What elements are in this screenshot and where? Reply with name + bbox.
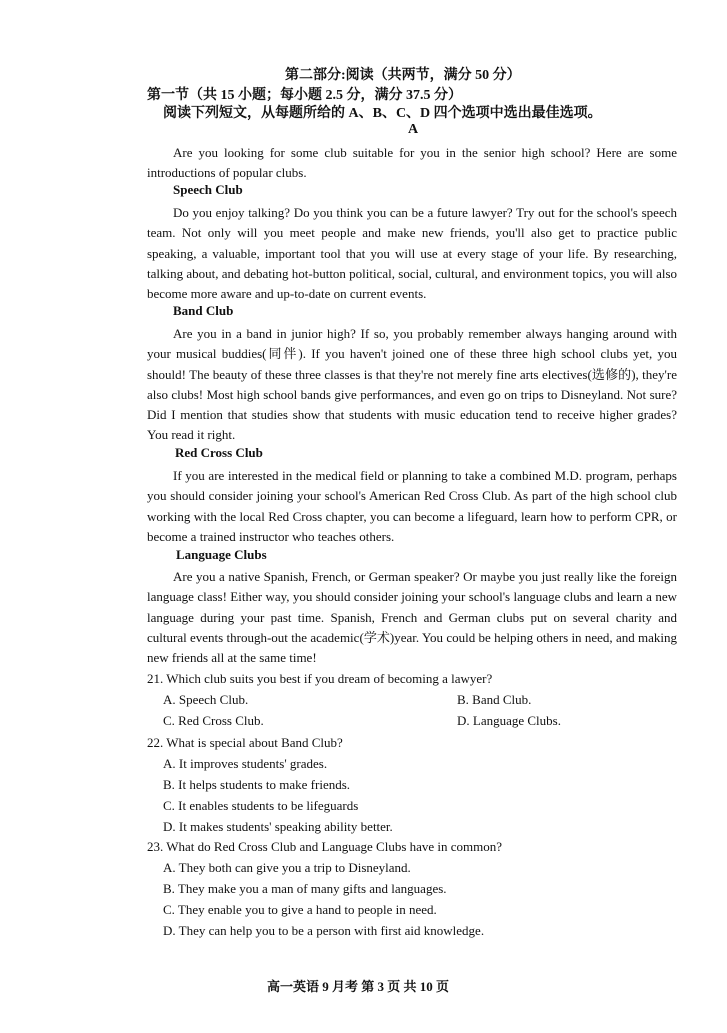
club-text-redcross: If you are interested in the medical field or planning to take a combined M.D. program, perhaps you should consider joining your school's American Red Cross Club. As part of the high school club working with the local Red Cross chapter, you can become a lifeguard, learn how to perform CPR, or become a trained instructor who teaches others. (147, 468, 677, 544)
question-21-option-c[interactable]: C. Red Cross Club. (163, 713, 264, 728)
instructions: 阅读下列短文，从每题所给的 A、B、C、D 四个选项中选出最佳选项。 (163, 106, 602, 121)
club-heading-band: Band Club (173, 303, 234, 318)
question-23-option-c[interactable]: C. They enable you to give a hand to people in need. (163, 902, 437, 917)
question-21-stem: 21. Which club suits you best if you dream of becoming a lawyer? (147, 671, 493, 686)
question-23-option-d[interactable]: D. They can help you to be a person with first aid knowledge. (163, 923, 485, 938)
question-23-stem: 23. What do Red Cross Club and Language Clubs have in common? (147, 839, 503, 854)
question-22-option-c[interactable]: C. It enables students to be lifeguards (163, 798, 359, 813)
question-22-option-a[interactable]: A. It improves students' grades. (163, 756, 328, 771)
passage-intro: Are you looking for some club suitable for you in the senior high school? Here are some introductions of popular clubs. (147, 145, 677, 181)
section-title: 第一节（共 15 小题；每小题 2.5 分，满分 37.5 分） (147, 88, 462, 103)
club-heading-language: Language Clubs (176, 547, 267, 562)
club-text-band: Are you in a band in junior high? If so, you probably remember always hanging around with your musical buddies(同伴). If you haven't joined one of these three high school clubs yet, you should! The beauty of these three classes is that they're not merely fine arts electives(选修的), they're also clubs! Most high school bands give performances, and even go on trips to Disneyland. Not sure? Did I mention that studies show that students with music education tend to receive higher grades? You read it right. (147, 326, 677, 443)
club-text-language: Are you a native Spanish, French, or German speaker? Or maybe you just really like the foreign language class! Either way, you should consider joining your school's language clubs and learn a new language during your past time. Spanish, French and German clubs put on several charity and cultural events through-out the academic(学术)year. You could be helping others in need, and making new friends all at the same time! (147, 569, 677, 666)
part-title: 第二部分:阅读（共两节，满分 50 分） (285, 68, 521, 83)
question-22-stem: 22. What is special about Band Club? (147, 735, 343, 750)
question-21-option-b[interactable]: B. Band Club. (457, 692, 532, 707)
club-heading-redcross: Red Cross Club (175, 445, 263, 460)
page-footer: 高一英语 9 月考 第 3 页 共 10 页 (267, 979, 450, 994)
question-21-option-a[interactable]: A. Speech Club. (163, 692, 249, 707)
question-22-option-d[interactable]: D. It makes students' speaking ability better. (163, 819, 393, 834)
passage-label: A (408, 122, 419, 137)
question-23-option-b[interactable]: B. They make you a man of many gifts and languages. (163, 881, 447, 896)
question-21-option-d[interactable]: D. Language Clubs. (457, 713, 561, 728)
club-heading-speech: Speech Club (173, 182, 243, 197)
club-text-speech: Do you enjoy talking? Do you think you can be a future lawyer? Try out for the school's speech team. Not only will you meet people and make new friends, you'll also get to practice public speaking, a valuable, important tool that you will use at every stage of your life. By researching, talking about, and debating hot-button political, social, cultural, and environment topics, you will also become more aware and up-to-date on current events. (147, 205, 678, 302)
question-23-option-a[interactable]: A. They both can give you a trip to Disneyland. (163, 860, 411, 875)
question-22-option-b[interactable]: B. It helps students to make friends. (163, 777, 351, 792)
